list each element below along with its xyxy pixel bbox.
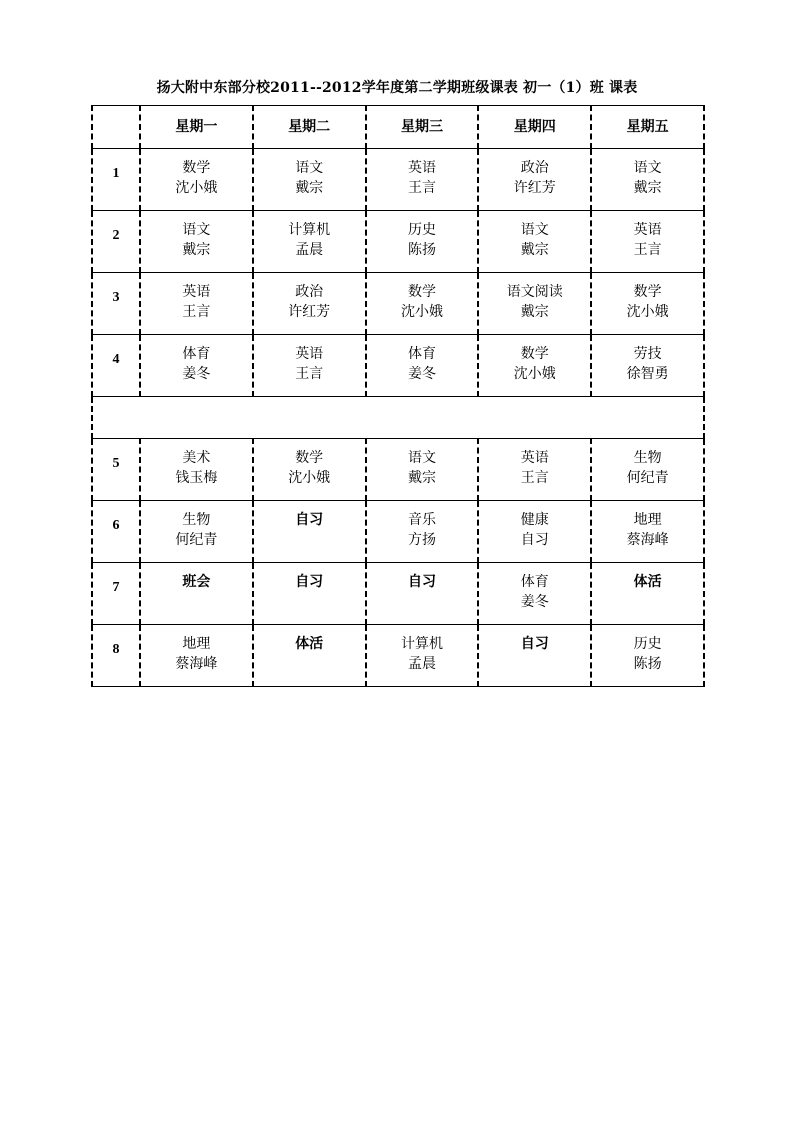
subject-label: 语文 [182,222,211,238]
teacher-label: 沈小娥 [400,304,443,320]
teacher-label: 陈扬 [407,242,436,258]
schedule-cell [591,211,704,273]
period-row [92,625,704,687]
subject-label: 生物 [633,450,662,466]
subject-label: 语文 [295,160,324,176]
subject-label: 语文阅读 [506,284,563,300]
schedule-cell [591,335,704,397]
schedule-cell [366,625,479,687]
subject-label: 英语 [407,160,436,176]
schedule-cell [591,563,704,625]
schedule-cell [253,211,366,273]
subject-label: 体育 [520,574,549,590]
subject-label: 英语 [633,222,662,238]
subject-label: 体育 [407,346,436,362]
schedule-cell [366,501,479,563]
period-row [92,211,704,273]
schedule-cell [366,439,479,501]
teacher-label: 蔡海峰 [626,532,669,548]
schedule-cell [478,501,591,563]
schedule-cell [140,563,253,625]
period-number: 6 [92,501,140,563]
schedule-cell [253,625,366,687]
day-header: 星期四 [478,106,591,149]
schedule-cell [366,211,479,273]
schedule-cell [591,149,704,211]
subject-label: 自习 [520,636,549,652]
schedule-cell [591,273,704,335]
schedule-cell [253,563,366,625]
subject-label: 语文 [633,160,662,176]
subject-label: 语文 [407,450,436,466]
teacher-label: 沈小娥 [513,366,556,382]
teacher-label: 沈小娥 [175,180,218,196]
subject-label: 英语 [520,450,549,466]
period-row [92,439,704,501]
subject-label: 劳技 [633,346,662,362]
schedule-cell [591,439,704,501]
schedule-cell [478,625,591,687]
day-header: 星期一 [140,106,253,149]
period-number: 4 [92,335,140,397]
schedule-cell [366,335,479,397]
schedule-cell [366,149,479,211]
subject-label: 政治 [295,284,324,300]
period-number: 1 [92,149,140,211]
teacher-label: 姜冬 [182,366,211,382]
day-header: 星期五 [591,106,704,149]
subject-label: 自习 [407,574,436,590]
schedule-cell [253,335,366,397]
teacher-label: 王言 [520,470,549,486]
period-number: 3 [92,273,140,335]
schedule-cell [253,501,366,563]
subject-label: 英语 [295,346,324,362]
teacher-label: 孟晨 [295,242,324,258]
subject-label: 体活 [633,574,662,590]
subject-label: 数学 [520,346,549,362]
day-header: 星期二 [253,106,366,149]
subject-label: 音乐 [407,512,436,528]
header-row [92,106,704,149]
teacher-label: 许红芳 [288,304,331,320]
teacher-label: 沈小娥 [626,304,669,320]
subject-label: 健康 [520,512,549,528]
teacher-label: 戴宗 [295,180,324,196]
teacher-label: 姜冬 [407,366,436,382]
period-row [92,149,704,211]
subject-label: 数学 [295,450,324,466]
subject-label: 美术 [182,450,211,466]
subject-label: 数学 [407,284,436,300]
teacher-label: 王言 [633,242,662,258]
schedule-cell [478,211,591,273]
class-schedule-table [91,105,705,687]
schedule-cell [253,273,366,335]
schedule-cell [366,563,479,625]
period-number: 2 [92,211,140,273]
period-row [92,501,704,563]
subject-label: 历史 [633,636,662,652]
corner-cell [92,106,140,149]
teacher-label: 戴宗 [520,242,549,258]
teacher-label: 蔡海峰 [175,656,218,672]
schedule-cell [140,501,253,563]
teacher-label: 戴宗 [520,304,549,320]
subject-label: 计算机 [288,222,331,238]
teacher-label: 何纪青 [626,470,669,486]
subject-label: 语文 [520,222,549,238]
subject-label: 计算机 [400,636,443,652]
teacher-label: 姜冬 [520,594,549,610]
subject-label: 地理 [182,636,211,652]
schedule-cell [140,273,253,335]
subject-label: 班会 [182,574,211,590]
day-header: 星期三 [366,106,479,149]
teacher-label: 王言 [407,180,436,196]
teacher-label: 陈扬 [633,656,662,672]
schedule-cell [478,563,591,625]
subject-label: 体育 [182,346,211,362]
teacher-label: 戴宗 [407,470,436,486]
subject-label: 政治 [520,160,549,176]
period-row [92,273,704,335]
subject-label: 历史 [407,222,436,238]
teacher-label: 王言 [182,304,211,320]
teacher-label: 钱玉梅 [175,470,218,486]
schedule-cell [253,439,366,501]
teacher-label: 孟晨 [407,656,436,672]
schedule-cell [478,439,591,501]
teacher-label: 王言 [295,366,324,382]
schedule-cell [591,501,704,563]
teacher-label: 许红芳 [513,180,556,196]
schedule-cell [140,335,253,397]
page-title: 扬大附中东部分校2011--2012学年度第二学期班级课表 初一（1）班 课表 [156,80,638,96]
period-row [92,563,704,625]
subject-label: 体活 [295,636,324,652]
teacher-label: 戴宗 [182,242,211,258]
schedule-cell [591,625,704,687]
schedule-cell [478,273,591,335]
teacher-label: 沈小娥 [288,470,331,486]
teacher-label: 自习 [520,532,549,548]
period-row [92,335,704,397]
subject-label: 自习 [295,512,324,528]
schedule-cell [253,149,366,211]
period-number: 5 [92,439,140,501]
subject-label: 英语 [182,284,211,300]
schedule-cell [140,625,253,687]
period-number: 8 [92,625,140,687]
schedule-cell [366,273,479,335]
teacher-label: 戴宗 [633,180,662,196]
lunch-break-row [92,397,704,439]
teacher-label: 方扬 [407,532,436,548]
schedule-cell [140,439,253,501]
schedule-cell [140,211,253,273]
schedule-cell [478,335,591,397]
schedule-cell [478,149,591,211]
subject-label: 自习 [295,574,324,590]
teacher-label: 何纪青 [175,532,218,548]
teacher-label: 徐智勇 [626,366,669,382]
schedule-cell [140,149,253,211]
subject-label: 数学 [633,284,662,300]
subject-label: 地理 [633,512,662,528]
period-number: 7 [92,563,140,625]
subject-label: 生物 [182,512,211,528]
lunch-break-cell [92,397,704,439]
subject-label: 数学 [182,160,211,176]
